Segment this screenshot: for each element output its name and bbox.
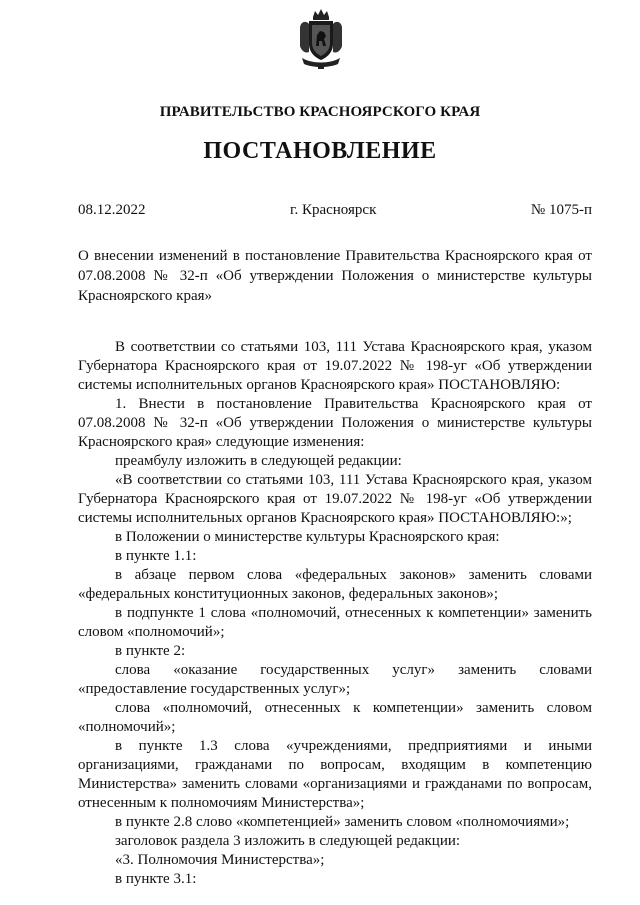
body-paragraph: в Положении о министерстве культуры Красноярского края:: [115, 529, 500, 545]
coat-of-arms-emblem: [298, 8, 344, 70]
body-paragraph: слова «оказание государственных услуг» заменить словами «предоставление государственных услуг»;: [78, 662, 592, 697]
document-number: № 1075-п: [530, 202, 592, 218]
body-paragraph: в подпункте 1 слова «полномочий, отнесенных к компетенции» заменить словом «полномочий»;: [78, 605, 592, 640]
document-meta-row: [78, 202, 592, 222]
body-paragraph: 1. Внести в постановление Правительства Красноярского края от 07.08.2008 № 32-п «Об утверждении Положения о министерстве культуры Красноярского края» следующие изменения:: [78, 396, 592, 450]
document-subject: О внесении изменений в постановление Правительства Красноярского края от 07.08.2008 № 32-п «Об утверждении Положения о министерстве культуры Красноярского края»: [78, 248, 592, 304]
coat-of-arms-icon: [298, 8, 344, 70]
document-body: [78, 338, 592, 889]
document-date: 08.12.2022: [78, 202, 146, 218]
body-paragraph: в пункте 1.3 слова «учреждениями, предприятиями и иными организациями, гражданами по вопросам, входящим в компетенцию Министерства» заменить словами «организациями и гражданами по вопросам, отнесенным к полномочиям Министерства»;: [78, 738, 592, 811]
body-paragraph: в абзаце первом слова «федеральных законов» заменить словами «федеральных конституционных законов, федеральных законов»;: [78, 567, 592, 602]
organization-title: ПРАВИТЕЛЬСТВО КРАСНОЯРСКОГО КРАЯ: [159, 104, 481, 120]
body-paragraph: в пункте 1.1:: [115, 548, 197, 564]
body-paragraph: в пункте 2.8 слово «компетенцией» заменить словом «полномочиями»;: [115, 814, 570, 830]
body-paragraph: «В соответствии со статьями 103, 111 Устава Красноярского края, указом Губернатора Красноярского края от 19.07.2022 № 198-уг «Об утверждении системы исполнительных органов Красноярского края» ПОСТАНОВЛЯЮ:»;: [78, 472, 592, 526]
document-city: г. Красноярск: [290, 202, 377, 218]
body-paragraph: преамбулу изложить в следующей редакции:: [115, 453, 402, 469]
body-paragraph: «3. Полномочия Министерства»;: [115, 852, 325, 868]
body-paragraph: в пункте 2:: [115, 643, 186, 659]
body-paragraph: заголовок раздела 3 изложить в следующей редакции:: [115, 833, 461, 849]
body-paragraph: в пункте 3.1:: [115, 871, 197, 887]
body-paragraph: В соответствии со статьями 103, 111 Устава Красноярского края, указом Губернатора Красноярского края от 19.07.2022 № 198-уг «Об утверждении системы исполнительных органов Красноярского края» ПОСТАНОВЛЯЮ:: [78, 339, 592, 393]
document-type-title: ПОСТАНОВЛЕНИЕ: [203, 138, 437, 164]
body-paragraph: слова «полномочий, отнесенных к компетенции» заменить словом «полномочий»;: [78, 700, 592, 735]
